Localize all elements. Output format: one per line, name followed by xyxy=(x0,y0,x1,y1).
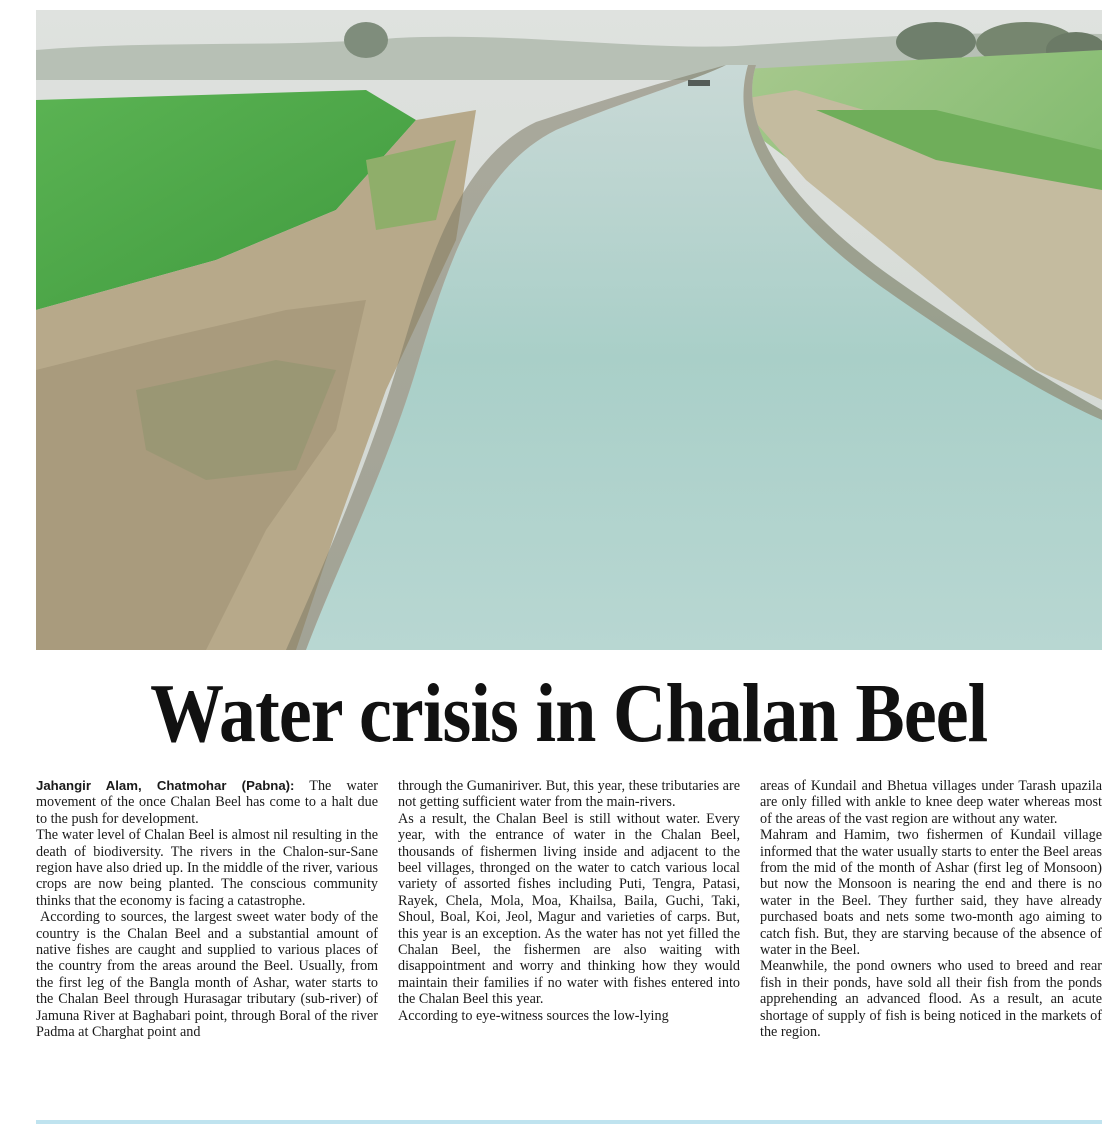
article-column-2 xyxy=(398,778,740,1108)
bottom-rule xyxy=(36,1120,1102,1124)
article-column-3 xyxy=(760,778,1102,1108)
paragraph: Meanwhile, the pond owners who used to breed and rear fish in their ponds, have sold all their fish from the ponds apprehending an advanced flood. As a result, an acute shortage of supply of fish is being noticed in the markets of the region. xyxy=(760,958,1102,1041)
article-body xyxy=(36,778,1102,1108)
paragraph: According to sources, the largest sweet water body of the country is the Chalan Beel and a substantial amount of native fishes are caught and supplied to various places of the country from the areas around the Beel. Usually, from the first leg of the Bangla month of Ashar, water starts to the Chalan Beel through Hurasagar tributary (sub-river) of Jamuna River at Baghabari point, through Boral of the river Padma at Charghat point and xyxy=(36,909,378,1041)
aerial-river-photo-icon xyxy=(36,10,1102,650)
paragraph: through the Gumaniriver. But, this year, these tributaries are not getting sufficient water from the main-rivers. xyxy=(398,778,740,811)
article-column-1 xyxy=(36,778,378,1108)
paragraph: areas of Kundail and Bhetua villages under Tarash upazila are only filled with ankle to knee deep water whereas most of the areas of the vast region are without any water. xyxy=(760,778,1102,827)
byline: Jahangir Alam, Chatmohar (Pabna): xyxy=(36,778,295,793)
article-photo xyxy=(36,10,1102,650)
paragraph: The water level of Chalan Beel is almost nil resulting in the death of biodiversity. The rivers in the Chalon-sur-Sane region have also dried up. In the middle of the river, various crops are now being planted. The conscious community thinks that the economy is facing a catastrophe. xyxy=(36,827,378,909)
headline: Water crisis in Chalan Beel xyxy=(150,667,988,760)
paragraph-text: The water movement of the once Chalan Beel has come to a halt due to the push for development. xyxy=(36,778,378,827)
paragraph: Mahram and Hamim, two fishermen of Kundail village informed that the water usually starts to enter the Beel areas from the mid of the month of Ashar (first leg of Monsoon) but now the Monsoon is nearing the end and there is no water in the Beel. They further said, they have already purchased boats and nets some two-month ago aiming to catch fish. But, they are starving because of the absence of water in the Beel. xyxy=(760,827,1102,959)
paragraph: As a result, the Chalan Beel is still without water. Every year, with the entrance of water in the Chalan Beel, thousands of fishermen living inside and adjacent to the beel villages, thronged on the water to catch various local variety of assorted fishes including Puti, Tengra, Patasi, Rayek, Chela, Mola, Moa, Khailsa, Baila, Guchi, Taki, Shoul, Boal, Koi, Jeol, Magur and varieties of carps. But, this year is an exception. As the water has not yet filled the Chalan Beel, the fishermen are also waiting with disappointment and worry and thinking how they would maintain their families if no water with fishes entered into the Chalan Beel this year. xyxy=(398,810,740,1008)
paragraph: According to eye-witness sources the low-lying xyxy=(398,1007,669,1024)
paragraph xyxy=(36,778,378,827)
